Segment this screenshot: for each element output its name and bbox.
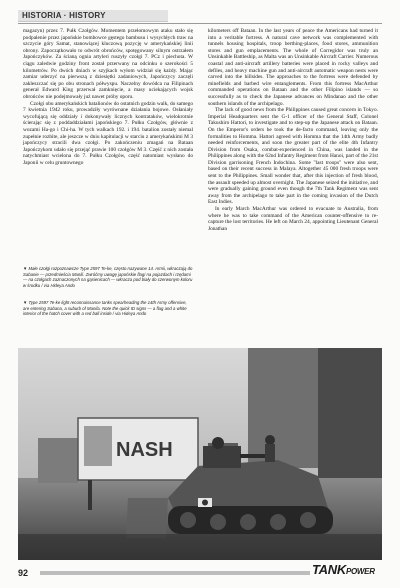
tank-photo-illustration (18, 348, 382, 560)
logo-main: TANK (312, 562, 346, 577)
section-header: HISTORIA · HISTORY (22, 11, 106, 20)
right-paragraph: kilometers off Bataan. In the last years of peace the Americans had turned it into a veritable fortress. A natural cave network was complemented with tunnels housing hospitals, troop berthing-places, food stores, ammunition stores and gun emplacements. The whole of Corregidor was truly an Unsinkable Battleship, as Malta was an Unsinkable Aircraft Carrier. Numerous coastal and anti-aircraft artillery batteries were placed in rocky valleys and defiles, and heavy machine gun and anti-aircraft automatic weapon nests were carved into the hillsides. The approaches to the fortress were defended by minefields and barbed wire entanglements. From this fortress MacArthur commanded operations on Bataan and the other Filipino islands — so successfully as to check the Japanese advances on Mindanao and the other southern islands of the archipelago. (208, 28, 378, 107)
billboard-text: NASH (116, 439, 173, 461)
page-number: 92 (18, 568, 29, 578)
logo-sub: POWER (345, 567, 375, 576)
photo-caption-polish: ▼ Małe czołgi rozpoznawcze Type 2597 Te-ke, często nazywane 14. Armii, wkraczają do Sabanie — przedmieścia Manili. Zwróćmy uwagę japońskie flagi na pojazdach i rzędami — na czołgach zaznaczonych na gąsienicach — wkracza pod biały do czerwonym koloru w środku / via Hideya Ando (23, 266, 193, 288)
footer-bar (40, 571, 310, 575)
left-column-text (23, 28, 193, 166)
left-paragraph: Czołgi obu amerykańskich batalionów do ostatnich godzin walk, do samego 7 kwietnia 1942 roku, prowadziły wyrównane działania bojowe. Osłaniały wycofującą się oddziały i dokonywały licznych kontrataków, wielokrotnie ścierając się z poddaddziałami japońskiego 7. Pułku Czołgów, głównie z wozami Ha-go i Chi-ha. W tych walkach 192. i 194. batalion zostały niemal zupełnie rozbite, ale jeszcze w dniu kapitulacji w starciu z amerykańskimi M 3 japończycy stracili dwa czołgi. Po zakończeniu zmagań na Bataan Japończykom udało się przejąć prawie 100 czołgów M 3. Część z nich została natychmiast wcielona do 7. Pułku Czołgów, część natomiast wysłano do Japonii w celu gruntownego (23, 100, 193, 166)
header-rule (18, 23, 382, 24)
right-paragraph: The lack of good news from the Philippines caused great concern in Tokyo. Imperial Headquarters sent the G-1 officer of the General Staff, Colonel Takushiro Hattori, to investigate and to step-up the Japanese attack on Bataan. On the Emperor's orders he took the de-facto command, leaving only the formalities to Homma. Hattori agreed with Homma that the 14th Army badly needed reinforcements, and soon the greater part of the elite 4th Infantry Division from Osaka, combat-experienced in China, was landed in the Philippines along with the 62nd Infantry Regiment from Hanoi, part of the 21st Division garrisoning French Indochina. Some "last troops" were also sent, based on their recent success in Malaya. Altogether 45 000 fresh troops were sent to the Philippines. Small wonder that, after this injection of fresh blood, the assault speeded up almost overnight. The Japanese seized the initiative, and were gradually gaining ground even though the 7th Tank Regiment was sent away from the archipelago to take part in the coming invasion of the Dutch East Indies. (208, 107, 378, 206)
tank-photo (18, 348, 382, 560)
right-paragraph: In early March MacArthur was ordered to evacuate to Australia, from where he was to take command of the American counter-offensive to re-capture the lost territories. He left on March 24, appointing Lieutenant General Jonathan (208, 206, 378, 232)
section-header-bar (18, 10, 168, 22)
right-column-text (208, 28, 378, 232)
photo-caption-english: ▼ Type 2597 Te-ke light reconnaissance tanks spearheading the 14th Army offensive, are entering Sabana, a suburb of Manila. Note the quick ID signs — a flag and a white interior of the hatch cover with a red ball inside / via Hideya Ando (23, 300, 187, 317)
left-paragraph: magazyn) przez 7. Pułk Czołgów. Momentem przełomowym ataku stało się podpalenie przez japońskie bombowce gęstego bambusu i wysychłych traw na szczycie góry Samat, stanowiącej kluczową pozycję w amerykańskiej linii obrony. Zapoczątkowało to odwrót obrońców, spotęgowany silnym ostrzałem Japończyków. Za ścianą ognia artyleri ruszyły czołgi 7. PCz i piechota. W ciągu zaledwie godziny front został przerwany na odcinku o szerokości 5 kilometrów. Po dwóch dniach w szyjkach wyłom widział się każdy. Mając zamiar uderzyć na pierwszą z dziesiętki zadaniowych, Japończycy zaczęli zakleszczać się po obu stronach półwyspu. Naczelny dowódca na Filipinach generał Edward King przerwał zamknięcie, a masy uciekających wojsk obrońców nie podejmowały już nawet próby oporu. (23, 28, 193, 100)
tankpower-logo (312, 562, 375, 577)
